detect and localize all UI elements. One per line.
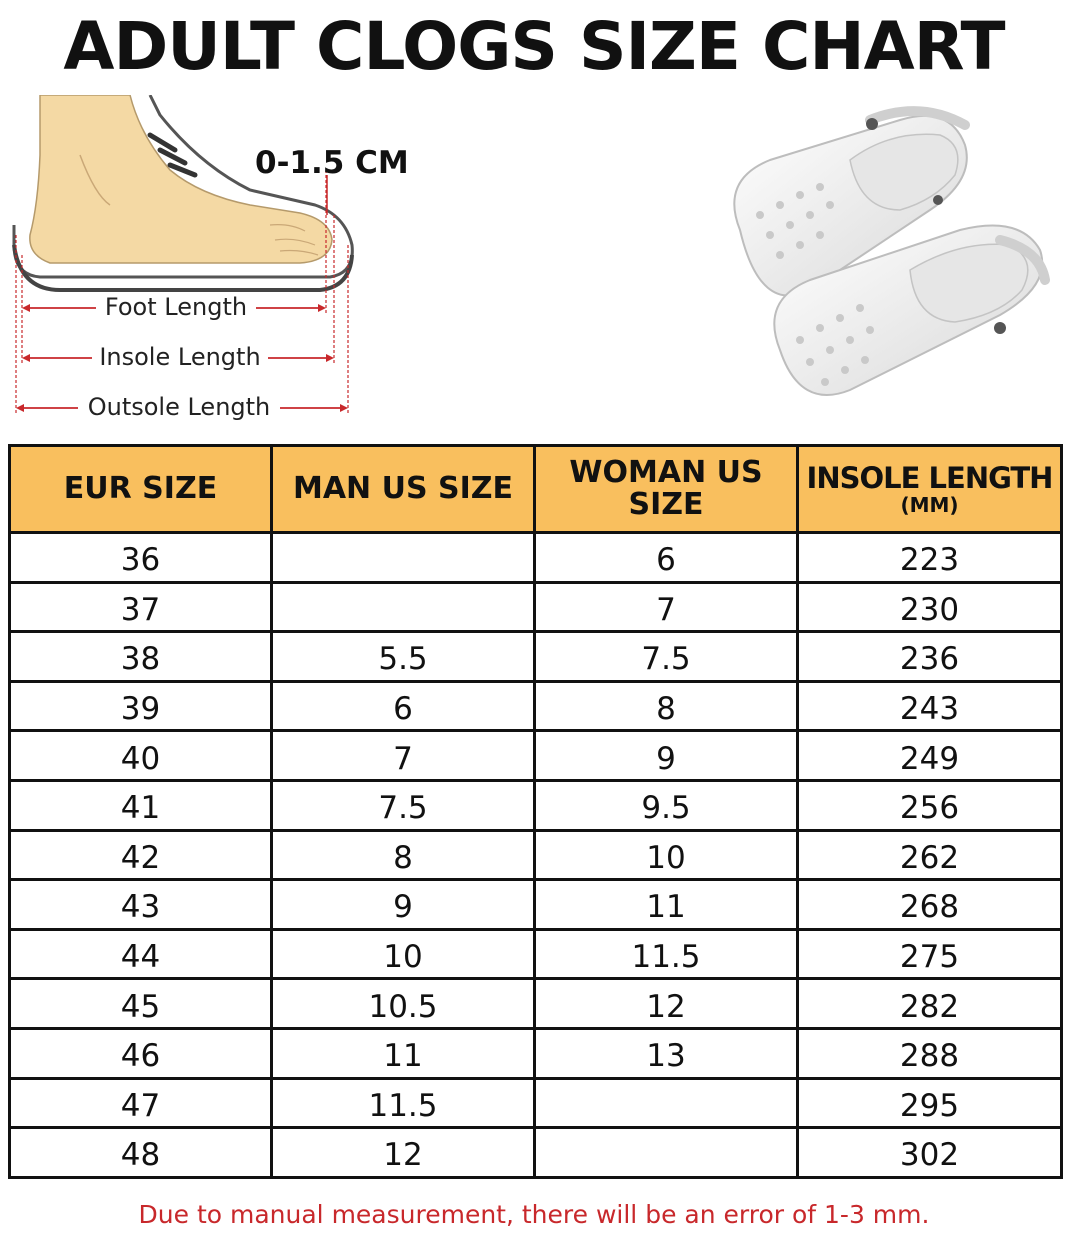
eur-size-cell: 37 <box>10 582 272 632</box>
page-title: ADULT CLOGS SIZE CHART <box>63 8 1005 85</box>
table-row <box>10 780 1062 830</box>
insole-length-cell: 275 <box>798 929 1062 979</box>
man-us-size-cell: 12 <box>272 1128 535 1178</box>
table-row <box>10 830 1062 880</box>
table-row <box>10 880 1062 930</box>
man-us-size-cell: 8 <box>272 830 535 880</box>
woman-us-size-cell <box>535 1078 798 1128</box>
foot-length-label: Foot Length <box>104 293 248 321</box>
table-body <box>10 533 1062 1178</box>
table-row <box>10 1028 1062 1078</box>
man-us-size-cell: 7 <box>272 731 535 781</box>
eur-size-cell: 36 <box>10 533 272 583</box>
eur-size-cell: 43 <box>10 880 272 930</box>
eur-size-cell: 47 <box>10 1078 272 1128</box>
eur-size-cell: 39 <box>10 681 272 731</box>
outsole-length-label: Outsole Length <box>87 393 271 421</box>
eur-size-cell: 41 <box>10 780 272 830</box>
woman-us-size-cell: 11 <box>535 880 798 930</box>
man-us-size-cell: 6 <box>272 681 535 731</box>
insole-length-cell: 223 <box>798 533 1062 583</box>
man-us-size-cell <box>272 533 535 583</box>
woman-us-size-cell: 7 <box>535 582 798 632</box>
table-row <box>10 582 1062 632</box>
insole-length-cell: 268 <box>798 880 1062 930</box>
woman-us-size-cell: 9.5 <box>535 780 798 830</box>
man-us-size-cell: 10.5 <box>272 979 535 1029</box>
header-woman-us-size <box>535 446 798 533</box>
header-man-us-size: MAN US SIZE <box>272 446 535 533</box>
insole-length-cell: 282 <box>798 979 1062 1029</box>
table-row <box>10 929 1062 979</box>
measurement-footnote: Due to manual measurement, there will be an error of 1-3 mm. <box>138 1200 930 1229</box>
woman-us-size-cell: 13 <box>535 1028 798 1078</box>
man-us-size-cell: 5.5 <box>272 632 535 682</box>
man-us-size-cell: 7.5 <box>272 780 535 830</box>
header-insole-length <box>798 446 1062 533</box>
table-row <box>10 632 1062 682</box>
table-row <box>10 1128 1062 1178</box>
eur-size-cell: 38 <box>10 632 272 682</box>
eur-size-cell: 46 <box>10 1028 272 1078</box>
insole-length-cell: 302 <box>798 1128 1062 1178</box>
size-table <box>8 444 1063 1179</box>
woman-us-size-cell: 10 <box>535 830 798 880</box>
woman-us-size-cell: 11.5 <box>535 929 798 979</box>
eur-size-cell: 40 <box>10 731 272 781</box>
clogs-image <box>700 100 1060 410</box>
insole-length-cell: 249 <box>798 731 1062 781</box>
man-us-size-cell: 11.5 <box>272 1078 535 1128</box>
woman-us-size-cell: 9 <box>535 731 798 781</box>
woman-us-size-cell: 8 <box>535 681 798 731</box>
man-us-size-cell: 11 <box>272 1028 535 1078</box>
header-eur-size: EUR SIZE <box>10 446 272 533</box>
header-woman-us-size-label: WOMAN US SIZE <box>569 455 763 522</box>
woman-us-size-cell: 12 <box>535 979 798 1029</box>
insole-length-cell: 295 <box>798 1078 1062 1128</box>
header-insole-unit: (MM) <box>900 493 959 517</box>
insole-length-cell: 230 <box>798 582 1062 632</box>
eur-size-cell: 45 <box>10 979 272 1029</box>
woman-us-size-cell: 6 <box>535 533 798 583</box>
size-table-container <box>8 444 1060 1179</box>
insole-length-cell: 243 <box>798 681 1062 731</box>
table-row <box>10 979 1062 1029</box>
insole-length-label: Insole Length <box>99 343 261 371</box>
man-us-size-cell: 10 <box>272 929 535 979</box>
table-row <box>10 731 1062 781</box>
insole-length-cell: 236 <box>798 632 1062 682</box>
table-row <box>10 1078 1062 1128</box>
header-insole-length-label: INSOLE LENGTH <box>806 461 1053 495</box>
woman-us-size-cell <box>535 1128 798 1178</box>
gap-label: 0-1.5 CM <box>255 145 409 181</box>
table-row <box>10 681 1062 731</box>
eur-size-cell: 48 <box>10 1128 272 1178</box>
table-header-row <box>10 446 1062 533</box>
foot-measurement-diagram <box>0 95 420 425</box>
insole-length-cell: 256 <box>798 780 1062 830</box>
table-row <box>10 533 1062 583</box>
woman-us-size-cell: 7.5 <box>535 632 798 682</box>
insole-length-cell: 288 <box>798 1028 1062 1078</box>
eur-size-cell: 42 <box>10 830 272 880</box>
insole-length-cell: 262 <box>798 830 1062 880</box>
man-us-size-cell: 9 <box>272 880 535 930</box>
eur-size-cell: 44 <box>10 929 272 979</box>
man-us-size-cell <box>272 582 535 632</box>
